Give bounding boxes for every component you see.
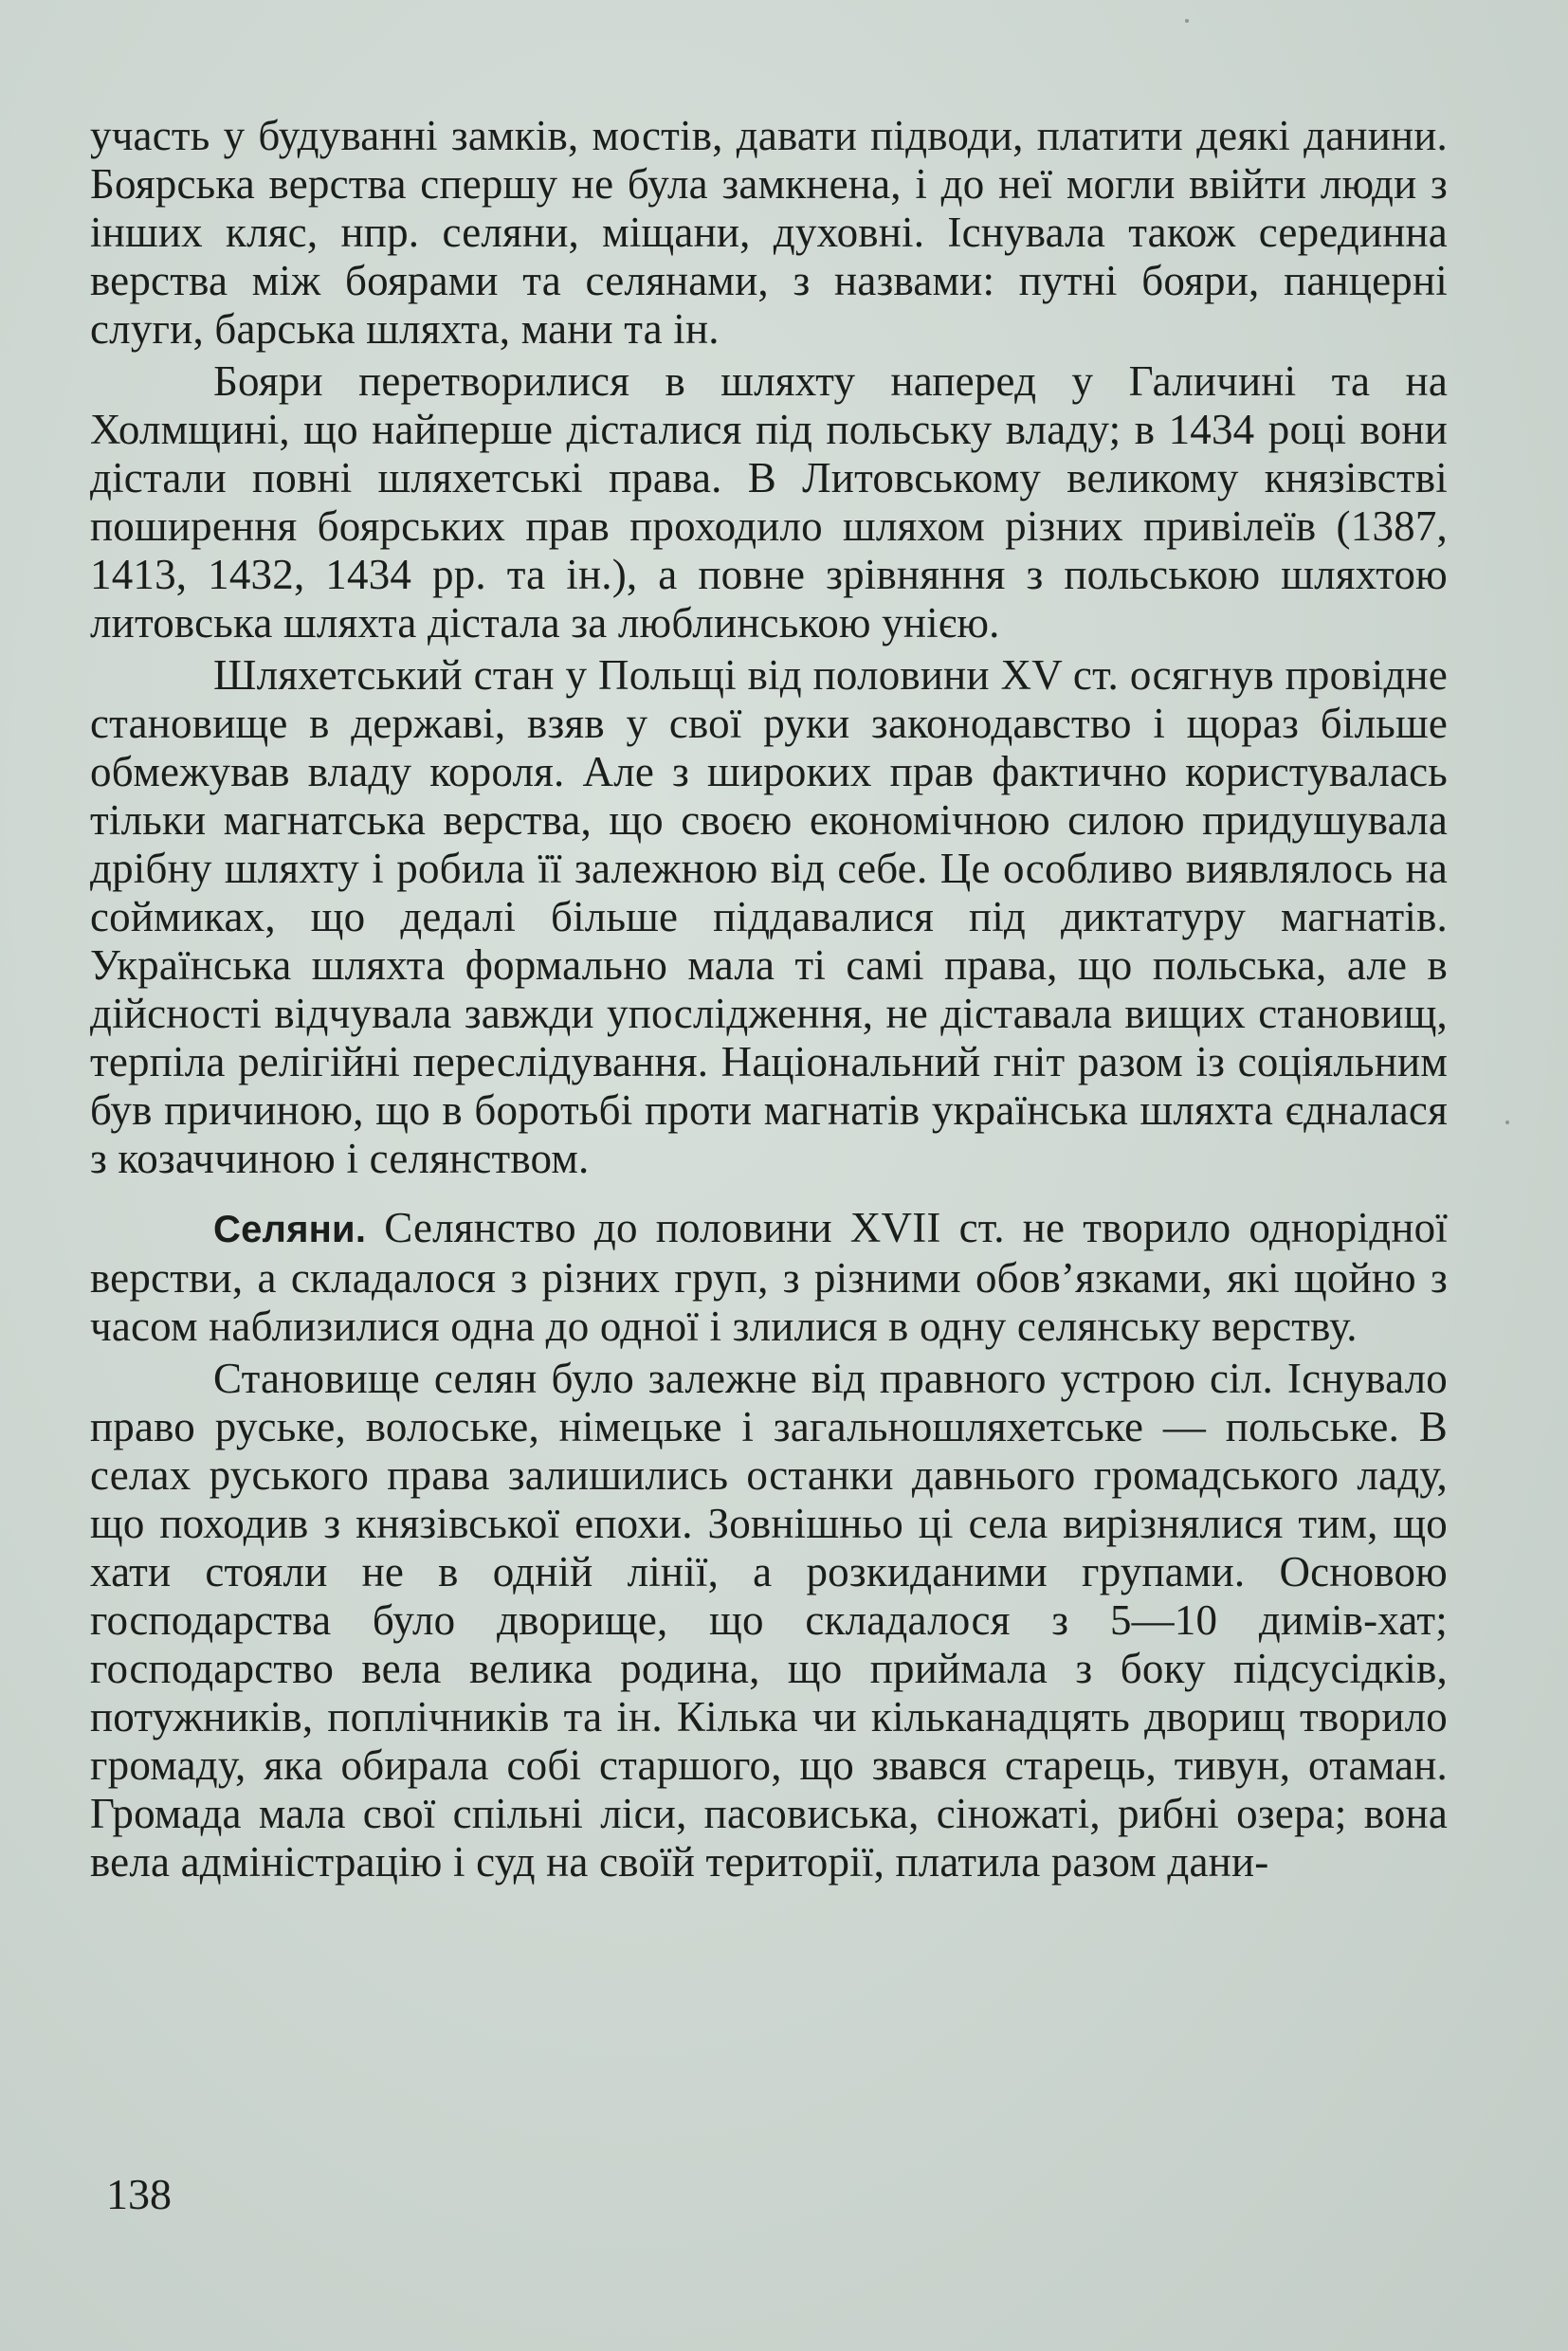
scan-speck	[1505, 1121, 1509, 1124]
body-text	[90, 112, 1448, 1886]
paragraph-3: Шляхетський стан у Польщі від половини XV ст. осягнув провідне становище в державі, взяв у свої руки законодавство і щораз більше обмежував владу короля. Але з широких прав фактично користувалась тільки магнатська верства, що своєю економічною силою придушувала дрібну шляхту і робила її залежною від себе. Це особливо виявлялось на соймиках, що дедалі більше піддавалися під диктатуру магнатів. Українська шляхта формально мала ті самі права, що польська, але в дійсності відчувала завжди упослідження, не діставала вищих становищ, терпіла релігійні переслідування. Національний гніт разом із соціяльним був причиною, що в боротьбі проти магнатів українська шляхта єдналася з козаччиною і селянством.	[90, 651, 1448, 1182]
section-heading: Селяни.	[213, 1209, 367, 1250]
paragraph-1: участь у будуванні замків, мостів, давати підводи, платити деякі данини. Боярська верства спершу не була замкнена, і до неї могли ввійти люди з інших кляс, нпр. селяни, міщани, духовні. Існувала також серединна верства між боярами та селянами, з назвами: путні бояри, панцерні слуги, барська шляхта, мани та ін.	[90, 112, 1448, 353]
paragraph-4-text: Селянство до половини XVII ст. не творило однорідної верстви, а складалося з різних груп, з різними обов’язками, які щойно з часом наблизилися одна до одної і злилися в одну селянську верству.	[90, 1204, 1449, 1350]
paragraph-4	[90, 1204, 1448, 1351]
paragraph-2: Бояри перетворилися в шляхту наперед у Галичині та на Холмщині, що найперше дісталися під польську владу; в 1434 році вони дістали повні шляхетські права. В Литовському великому князівстві поширення боярських прав проходило шляхом різних привілеїв (1387, 1413, 1432, 1434 рр. та ін.), а повне зрівняння з польською шляхтою литовська шляхта дістала за люблинською унією.	[90, 357, 1448, 647]
scan-speck	[1185, 19, 1189, 23]
page-number: 138	[106, 2170, 172, 2218]
paragraph-5: Становище селян було залежне від правного устрою сіл. Існувало право руське, волоське, німецьке і загальношляхетське — польське. В селах руського права залишились останки давнього громадського ладу, що походив з князівської епохи. Зовнішньо ці села вирізнялися тим, що хати стояли не в одній лінії, а розкиданими групами. Основою господарства було дворище, що складалося з 5—10 димів-хат; господарство вела велика родина, що приймала з боку підсусідків, потужників, поплічників та ін. Кілька чи кільканадцять дворищ творило громаду, яка обирала собі старшого, що звався старець, тивун, отаман. Громада мала свої спільні ліси, пасовиська, сіножаті, рибні озера; вона вела адміністрацію і суд на своїй території, платила разом дани-	[90, 1355, 1448, 1886]
